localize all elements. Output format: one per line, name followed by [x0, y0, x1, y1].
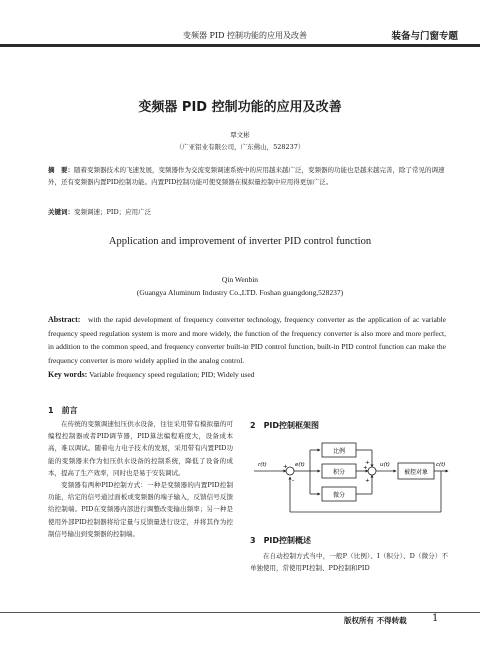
block-label: 积分: [332, 469, 346, 476]
sign-label: +: [363, 465, 368, 471]
footer-rule: [0, 612, 480, 613]
abstract-cn-text: 随着变频器技术的飞速发展，变频器作为交流变频调速系统中的应用越来越广泛，变频器的功能也是越来越完善，除了常见的调速外，还有变频器内置PID控制功能。内置PID控制功能可使变频器在模拟量控制中应用得更加广泛。: [48, 166, 445, 186]
affiliation-cn: （广亚铝业有限公司，广东佛山，528237）: [175, 143, 305, 151]
keywords-cn: [48, 207, 448, 216]
block-label: 比例: [332, 448, 346, 455]
section3-heading: 3 PID控制概述: [250, 536, 312, 545]
copyright-note: 版权所有 不得转载: [344, 616, 407, 625]
sign-label: +: [283, 464, 288, 470]
summing-junction-2: [368, 467, 376, 475]
section1-paragraph: 变频器有两种PID控制方式：一种是变频器的内置PID控制功能，给定的信号通过面板或变频器的端子输入，反馈信号反馈给控制端。PID在变频器内部进行调整改变输出频率；另一种是使用外部PID控制器将给定量与反馈量进行设定，并将其作为控制信号输出到变频器的控制端。: [48, 481, 233, 538]
title-en: Application and improvement of inverter PID control function: [108, 236, 372, 247]
author-en: Qin Wenbin: [221, 275, 259, 284]
affiliation-en: (Guangya Aluminum Industry Co.,LTD. Foshan guangdong,528237): [136, 288, 344, 297]
signal-label: r(t): [258, 462, 267, 468]
section2-heading: 2 PID控制框架图: [250, 421, 320, 430]
column-label: 装备与门窗专题: [391, 31, 458, 42]
keywords-en: [48, 370, 448, 379]
abstract-en-label: Abstract:: [48, 315, 81, 324]
sign-label: +: [365, 478, 370, 484]
keywords-cn-label: 关键词：: [48, 208, 74, 216]
abstract-en: [48, 313, 446, 367]
page-title: 变频器 PID 控制功能的应用及改善: [138, 100, 342, 115]
sign-label: +: [365, 460, 370, 466]
author-cn: 覃文彬: [230, 131, 250, 139]
signal-label: e(t): [295, 462, 305, 468]
abstract-cn-label: 摘 要：: [48, 166, 74, 174]
keywords-en-text: Variable frequency speed regulation; PID; Widely used: [89, 370, 255, 379]
abstract-cn: [48, 164, 448, 188]
running-title: 变频器 PID 控制功能的应用及改善: [183, 31, 308, 40]
header-rule: [0, 44, 480, 47]
keywords-cn-text: 变频调速；PID；应用广泛: [74, 208, 152, 216]
section1-body: [48, 418, 233, 540]
pid-block-diagram: [250, 438, 450, 518]
section3-body: [250, 550, 448, 574]
abstract-en-text: with the rapid development of frequency converter technology, frequency converter as the application of ac variable frequency speed regulation system is more and more widely, the function of the frequency converter is also more and more perfect, in addition to the common speed, and frequency converter built-in PID control function, built-in PID control function can make the frequency converter is more widely applied in the analog control.: [48, 315, 446, 365]
block-label: 被控对象: [403, 469, 429, 476]
keywords-en-label: Key words:: [48, 370, 88, 379]
section1-paragraph: 在传统的变频调速恒压供水设备，往往采用带有模拟量的可编程控制器或者PID调节器，PID算法编程难度大，设备成本高，难以调试。随着电力电子技术的发展，采用带有内置PID功能的变频器来作为恒压供水设备的控制系统，降低了设备的成本，提高了生产效率，同时也是易于安装调试。: [48, 420, 233, 477]
page-number: 1: [432, 613, 439, 624]
sign-label: -: [292, 477, 295, 484]
signal-label: c(t): [436, 462, 446, 468]
block-label: 微分: [332, 492, 346, 499]
section3-paragraph: 在自动控制方式当中，一般P（比例）、I（积分）、D（微分）不单独使用，常使用PI控制、PD控制和PID: [250, 552, 448, 573]
signal-label: u(t): [380, 462, 390, 468]
section1-heading: 1 前言: [48, 406, 78, 415]
